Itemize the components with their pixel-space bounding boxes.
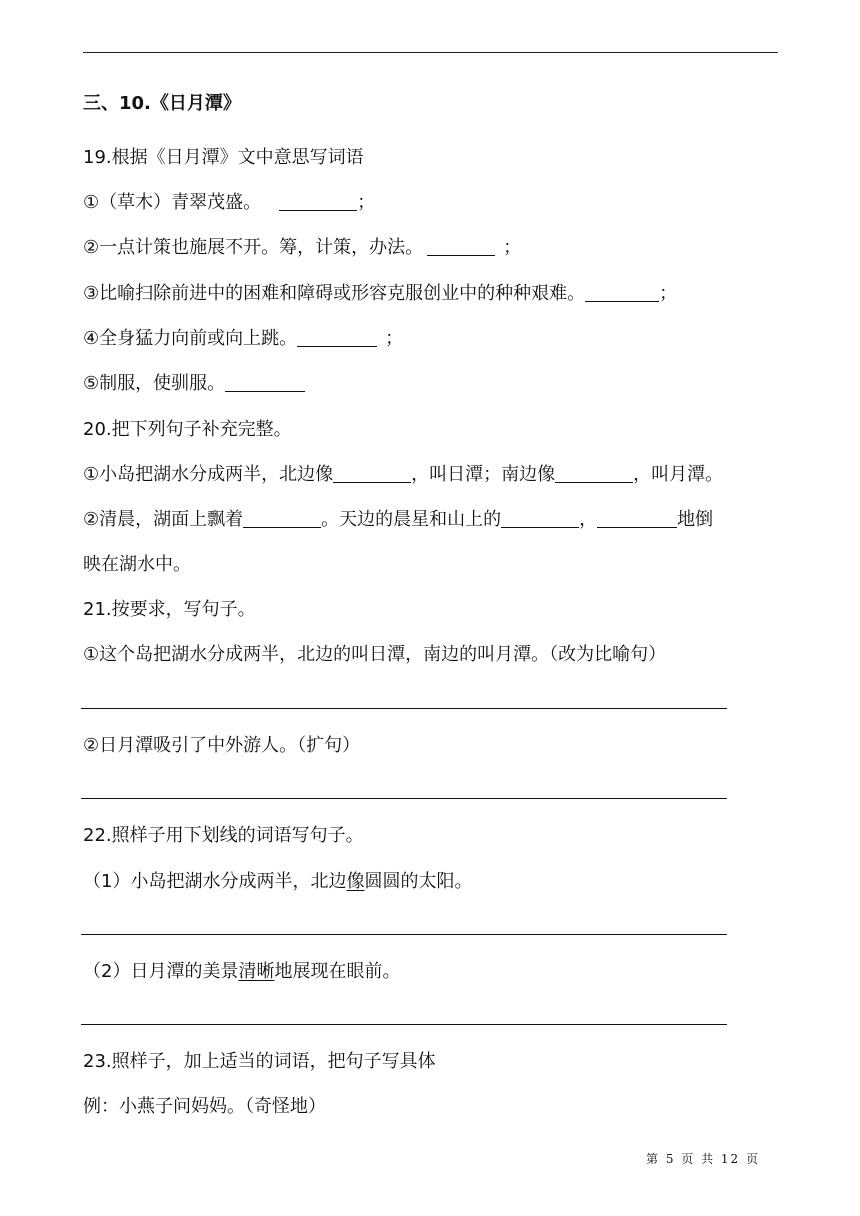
q21-item-1: ①这个岛把湖水分成两半，北边的叫日潭，南边的叫月潭。（改为比喻句） <box>83 644 667 665</box>
q19-item-5: ⑤制服，使驯服。 <box>83 372 305 396</box>
section-title: 三、10.《日月潭》 <box>83 93 241 114</box>
answer-line[interactable] <box>81 1024 727 1025</box>
q23-title: 23.照样子，加上适当的词语，把句子写具体 <box>83 1051 436 1072</box>
q22-item-2: （2）日月潭的美景清晰地展现在眼前。 <box>83 961 401 982</box>
answer-blank[interactable] <box>279 192 357 211</box>
header-rule <box>83 52 778 53</box>
q20-item-2-cont: 映在湖水中。 <box>83 554 191 575</box>
answer-blank[interactable] <box>501 509 579 528</box>
answer-line[interactable] <box>81 708 727 709</box>
q21-item-2: ②日月潭吸引了中外游人。（扩句） <box>83 735 361 756</box>
underlined-word: 像 <box>346 871 365 892</box>
answer-line[interactable] <box>81 934 727 935</box>
answer-blank[interactable] <box>333 464 411 483</box>
q19-title: 19.根据《日月潭》文中意思写词语 <box>83 147 364 168</box>
q23-example: 例：小燕子问妈妈。（奇怪地） <box>83 1096 326 1117</box>
underlined-word: 清晰 <box>238 961 275 982</box>
q22-item-1: （1）小岛把湖水分成两半，北边像圆圆的太阳。 <box>83 871 473 892</box>
answer-blank[interactable] <box>585 283 659 302</box>
answer-blank[interactable] <box>243 509 321 528</box>
q19-item-3: ③比喻扫除前进中的困难和障碍或形容克服创业中的种种艰难。 ； <box>83 283 678 304</box>
answer-blank[interactable] <box>597 509 677 528</box>
q22-title: 22.照样子用下划线的词语写句子。 <box>83 825 364 846</box>
q20-item-2: ②清晨，湖面上飘着 。天边的晨星和山上的 ， 地倒 <box>83 509 714 530</box>
page-footer: 第 5 页 共 12 页 <box>646 1152 760 1166</box>
q19-item-4: ④全身猛力向前或向上跳。 ； <box>83 328 404 349</box>
q19-item-1: ①（草木）青翠茂盛。 ； <box>83 192 376 213</box>
q19-item-2: ②一点计策也施展不开。筹，计策，办法。 ； <box>83 237 522 258</box>
answer-blank[interactable] <box>427 237 495 256</box>
answer-line[interactable] <box>81 798 727 799</box>
q20-title: 20.把下列句子补充完整。 <box>83 419 292 440</box>
answer-blank[interactable] <box>297 328 377 347</box>
q21-title: 21.按要求，写句子。 <box>83 599 256 620</box>
answer-blank[interactable] <box>555 464 633 483</box>
answer-blank[interactable] <box>225 373 305 392</box>
q20-item-1: ①小岛把湖水分成两半，北边像 ，叫日潭；南边像 ，叫月潭。 <box>83 464 724 485</box>
